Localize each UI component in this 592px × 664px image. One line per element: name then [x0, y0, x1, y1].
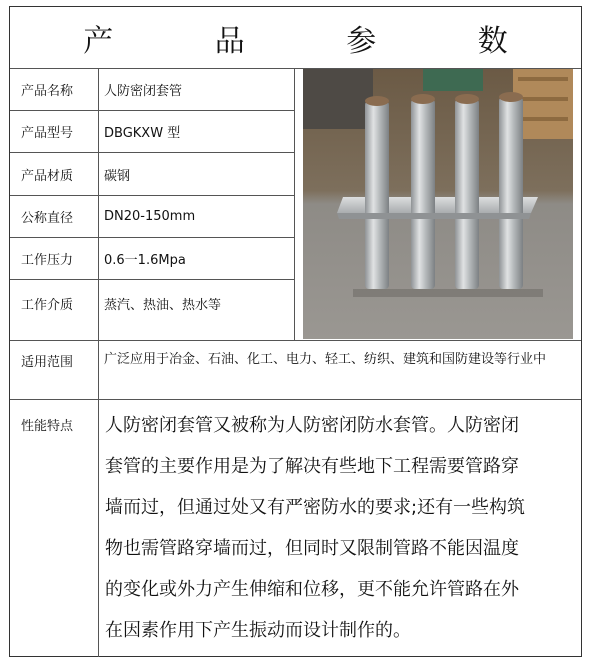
label-features: 性能特点	[21, 419, 74, 434]
value-nominal-diameter: DN20-150mm	[104, 209, 196, 224]
pipe-sleeves-illustration	[303, 69, 573, 339]
label-application-scope: 适用范围	[21, 355, 74, 370]
value-material: 碳钢	[104, 168, 131, 184]
product-parameter-sheet	[9, 6, 582, 657]
value-product-name: 人防密闭套管	[104, 84, 183, 99]
label-working-medium: 工作介质	[21, 298, 74, 313]
divider	[10, 399, 581, 400]
features-line: 墙而过，但通过处又有严密防水的要求;还有一些构筑	[105, 497, 526, 518]
features-text	[105, 405, 575, 651]
value-working-pressure: 0.6一1.6Mpa	[104, 253, 186, 268]
label-nominal-diameter: 公称直径	[21, 211, 74, 226]
product-photo	[303, 69, 573, 339]
label-product-model: 产品型号	[21, 126, 74, 141]
label-material: 产品材质	[21, 168, 74, 184]
value-working-medium: 蒸汽、热油、热水等	[104, 298, 222, 313]
divider	[10, 340, 581, 341]
features-line: 物也需管路穿墙而过，但同时又限制管路不能因温度	[105, 538, 519, 559]
value-product-model: DBGKXW 型	[104, 126, 181, 141]
divider	[294, 68, 295, 340]
value-application-scope: 广泛应用于冶金、石油、化工、电力、轻工、纺织、建筑和国防建设等行业中	[104, 352, 547, 367]
label-working-pressure: 工作压力	[21, 253, 74, 268]
features-line: 的变化或外力产生伸缩和位移，更不能允许管路在外	[105, 579, 519, 600]
sheet-title: 产 品 参 数	[83, 23, 554, 59]
features-line: 在因素作用下产生振动而设计制作的。	[105, 620, 411, 641]
features-line: 套管的主要作用是为了解决有些地下工程需要管路穿	[105, 456, 519, 477]
features-line: 人防密闭套管又被称为人防密闭防水套管。人防密闭	[105, 415, 519, 436]
label-product-name: 产品名称	[21, 84, 74, 99]
